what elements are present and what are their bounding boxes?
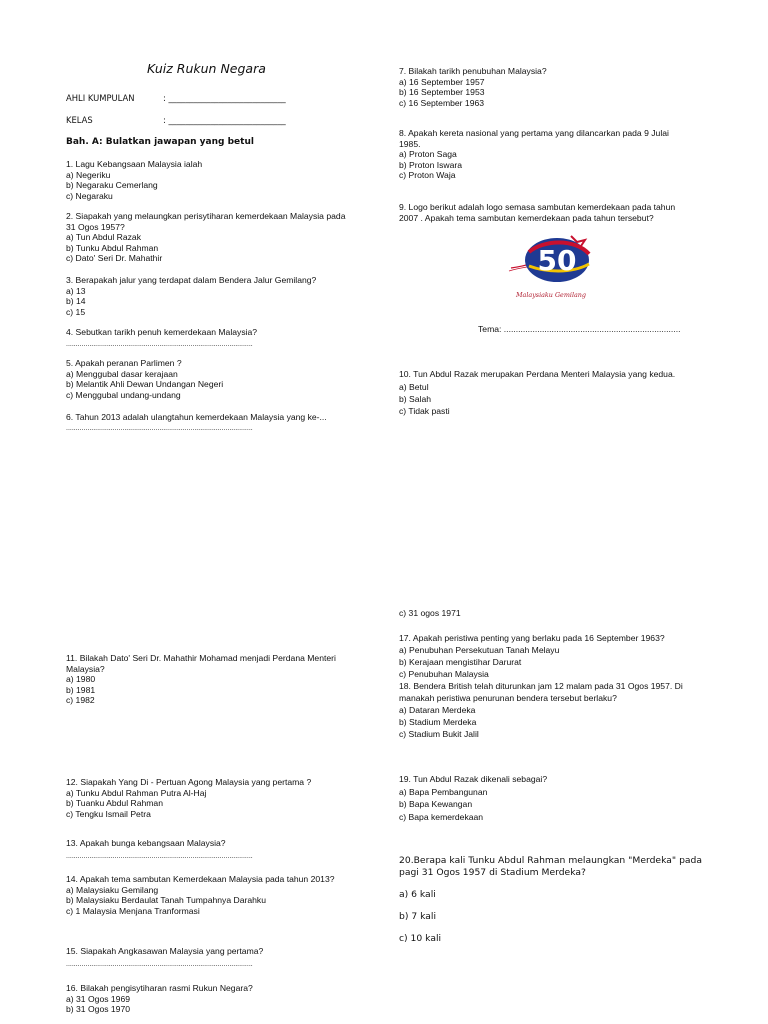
answer-line[interactable]: ................................................................................................: [66, 340, 253, 348]
question-text: 4. Sebutkan tarikh penuh kemerdekaan Malaysia?: [66, 327, 258, 337]
question-10: [399, 369, 675, 417]
option-b[interactable]: b) 14: [66, 296, 86, 307]
question-text-cont: manakah peristiwa penurunan bendera tersebut berlaku?: [399, 693, 617, 703]
question-16: [66, 983, 253, 1015]
option-a[interactable]: a) 16 September 1957: [399, 76, 485, 87]
question-text: 16. Bilakah pengisytiharan rasmi Rukun Negara?: [66, 983, 253, 993]
option-b[interactable]: b) Proton Iswara: [399, 159, 463, 170]
option-a[interactable]: a) Menggubal dasar kerajaan: [66, 368, 178, 379]
option-c[interactable]: c) Tidak pasti: [399, 405, 450, 416]
question-text: 14. Apakah tema sambutan Kemerdekaan Malaysia pada tahun 2013?: [66, 874, 335, 884]
question-13: [66, 838, 253, 861]
question-text: 11. Bilakah Dato' Seri Dr. Mahathir Mohamad menjadi Perdana Menteri: [66, 653, 336, 663]
question-text: 12. Siapakah Yang Di - Pertuan Agong Malaysia yang pertama ?: [66, 777, 312, 787]
option-c[interactable]: c) Bapa kemerdekaan: [399, 811, 484, 822]
question-text: 1. Lagu Kebangsaan Malaysia ialah: [66, 159, 203, 169]
option-c[interactable]: c) Negaraku: [66, 190, 113, 201]
kelas-label: KELAS: [66, 115, 93, 125]
question-17: [399, 632, 665, 680]
option-b[interactable]: b) 16 September 1953: [399, 87, 485, 98]
option-a[interactable]: a) 6 kali: [399, 889, 436, 900]
option-c[interactable]: c) Penubuhan Malaysia: [399, 669, 489, 679]
merdeka-50-emblem: [505, 232, 597, 290]
question-6: [66, 412, 327, 433]
question-7: [399, 66, 547, 108]
question-text: 13. Apakah bunga kebangsaan Malaysia?: [66, 838, 226, 848]
question-12: [66, 777, 311, 819]
option-a[interactable]: a) Dataran Merdeka: [399, 705, 476, 715]
option-c[interactable]: c) 1982: [66, 695, 95, 706]
question-2: [66, 211, 345, 264]
ahli-kumpulan-label: AHLI KUMPULAN: [66, 93, 135, 103]
section-heading: Bah. A: Bulatkan jawapan yang betul: [66, 137, 254, 147]
option-c[interactable]: c) 31 ogos 1971: [399, 608, 461, 618]
question-18: [399, 680, 683, 740]
option-b[interactable]: b) Tuanku Abdul Rahman: [66, 798, 163, 809]
ahli-kumpulan-field[interactable]: : ____________________________: [163, 93, 286, 103]
question-text: 6. Tahun 2013 adalah ulangtahun kemerdekaan Malaysia yang ke-...: [66, 412, 327, 422]
question-15: [66, 946, 263, 969]
option-b[interactable]: b) Bapa Kewangan: [399, 799, 473, 809]
question-5: [66, 358, 223, 400]
option-c[interactable]: c) Dato' Seri Dr. Mahathir: [66, 253, 163, 264]
option-a[interactable]: a) Malaysiaku Gemilang: [66, 884, 159, 895]
option-a[interactable]: a) Proton Saga: [399, 149, 457, 160]
question-11: [66, 653, 336, 706]
question-text: 10. Tun Abdul Razak merupakan Perdana Menteri Malaysia yang kedua.: [399, 369, 676, 379]
option-b[interactable]: b) Malaysiaku Berdaulat Tanah Tumpahnya Darahku: [66, 895, 267, 906]
question-text: 9. Logo berikut adalah logo semasa sambutan kemerdekaan pada tahun: [399, 202, 676, 212]
question-19: [399, 773, 547, 823]
option-c[interactable]: c) Menggubal undang-undang: [66, 389, 181, 400]
option-a[interactable]: a) Bapa Pembangunan: [399, 786, 488, 797]
question-text: 20.Berapa kali Tunku Abdul Rahman melaungkan "Merdeka" pada pagi 31 Ogos 1957 di Stadium Merdeka?: [399, 855, 702, 878]
question-text-cont: 2007 . Apakah tema sambutan kemerdekaan pada tahun tersebut?: [399, 212, 654, 223]
page-title: Kuiz Rukun Negara: [147, 61, 266, 76]
merdeka-50-logo: [505, 232, 597, 301]
option-c[interactable]: c) 16 September 1963: [399, 97, 485, 108]
question-4: [66, 327, 257, 349]
option-a[interactable]: a) 1980: [66, 674, 96, 685]
option-b[interactable]: b) Melantik Ahli Dewan Undangan Negeri: [66, 379, 224, 390]
answer-line[interactable]: ................................................................................................: [66, 960, 253, 968]
question-14: [66, 874, 335, 916]
option-b[interactable]: b) Tunku Abdul Rahman: [66, 242, 159, 253]
option-c[interactable]: c) 10 kali: [399, 933, 442, 944]
option-a[interactable]: a) Tunku Abdul Rahman Putra Al-Haj: [66, 787, 207, 798]
question-text: 8. Apakah kereta nasional yang pertama yang dilancarkan pada 9 Julai: [399, 128, 669, 138]
question-text: 17. Apakah peristiwa penting yang berlaku pada 16 September 1963?: [399, 633, 665, 643]
option-a[interactable]: a) Tun Abdul Razak: [66, 232, 142, 243]
question-text-cont: Malaysia?: [66, 663, 105, 674]
option-b[interactable]: b) 1981: [66, 684, 96, 695]
tema-answer-line[interactable]: Tema: ..........................................................................: [478, 324, 681, 334]
question-text: 15. Siapakah Angkasawan Malaysia yang pertama?: [66, 946, 264, 956]
option-b[interactable]: b) Stadium Merdeka: [399, 717, 477, 727]
option-c[interactable]: c) 1 Malaysia Menjana Tranformasi: [66, 905, 200, 916]
option-a[interactable]: a) Negeriku: [66, 169, 111, 180]
question-text: 5. Apakah peranan Parlimen ?: [66, 358, 182, 368]
kelas-field[interactable]: : ____________________________: [163, 115, 286, 125]
option-b[interactable]: b) 7 kali: [399, 911, 436, 922]
logo-number: 50: [537, 244, 577, 277]
logo-caption: Malaysiaku Gemilang: [515, 291, 587, 299]
question-text-cont: 1985.: [399, 138, 421, 149]
question-3: [66, 275, 316, 317]
option-b[interactable]: b) Salah: [399, 393, 432, 404]
option-b[interactable]: b) Kerajaan mengistihar Darurat: [399, 657, 522, 667]
question-text: 2. Siapakah yang melaungkan perisytiharan kemerdekaan Malaysia pada: [66, 211, 346, 221]
question-text: 3. Berapakah jalur yang terdapat dalam Bendera Jalur Gemilang?: [66, 275, 317, 285]
option-b[interactable]: b) Negaraku Cemerlang: [66, 180, 158, 191]
answer-line[interactable]: ................................................................................................: [66, 424, 253, 432]
question-1: [66, 159, 202, 201]
question-8: [399, 128, 669, 181]
question-text: 19. Tun Abdul Razak dikenali sebagai?: [399, 774, 548, 784]
option-a[interactable]: a) 13: [66, 285, 86, 296]
option-c[interactable]: c) 15: [66, 306, 86, 317]
option-c[interactable]: c) Tengku Ismail Petra: [66, 808, 151, 819]
answer-line[interactable]: ................................................................................................: [66, 852, 253, 860]
option-a[interactable]: a) Penubuhan Persekutuan Tanah Melayu: [399, 645, 560, 655]
question-text-cont: 31 Ogos 1957?: [66, 221, 125, 232]
question-text: 18. Bendera British telah diturunkan jam 12 malam pada 31 Ogos 1957. Di: [399, 681, 683, 691]
question-text: 7. Bilakah tarikh penubuhan Malaysia?: [399, 66, 547, 76]
option-b[interactable]: b) 31 Ogos 1970: [66, 1004, 131, 1015]
option-a[interactable]: a) Betul: [399, 381, 429, 392]
question-16-continued: [399, 608, 461, 619]
question-20: [399, 855, 702, 945]
option-c[interactable]: c) Proton Waja: [399, 170, 456, 181]
option-c[interactable]: c) Stadium Bukit Jalil: [399, 729, 479, 739]
option-a[interactable]: a) 31 Ogos 1969: [66, 993, 131, 1004]
question-9: [399, 202, 675, 223]
